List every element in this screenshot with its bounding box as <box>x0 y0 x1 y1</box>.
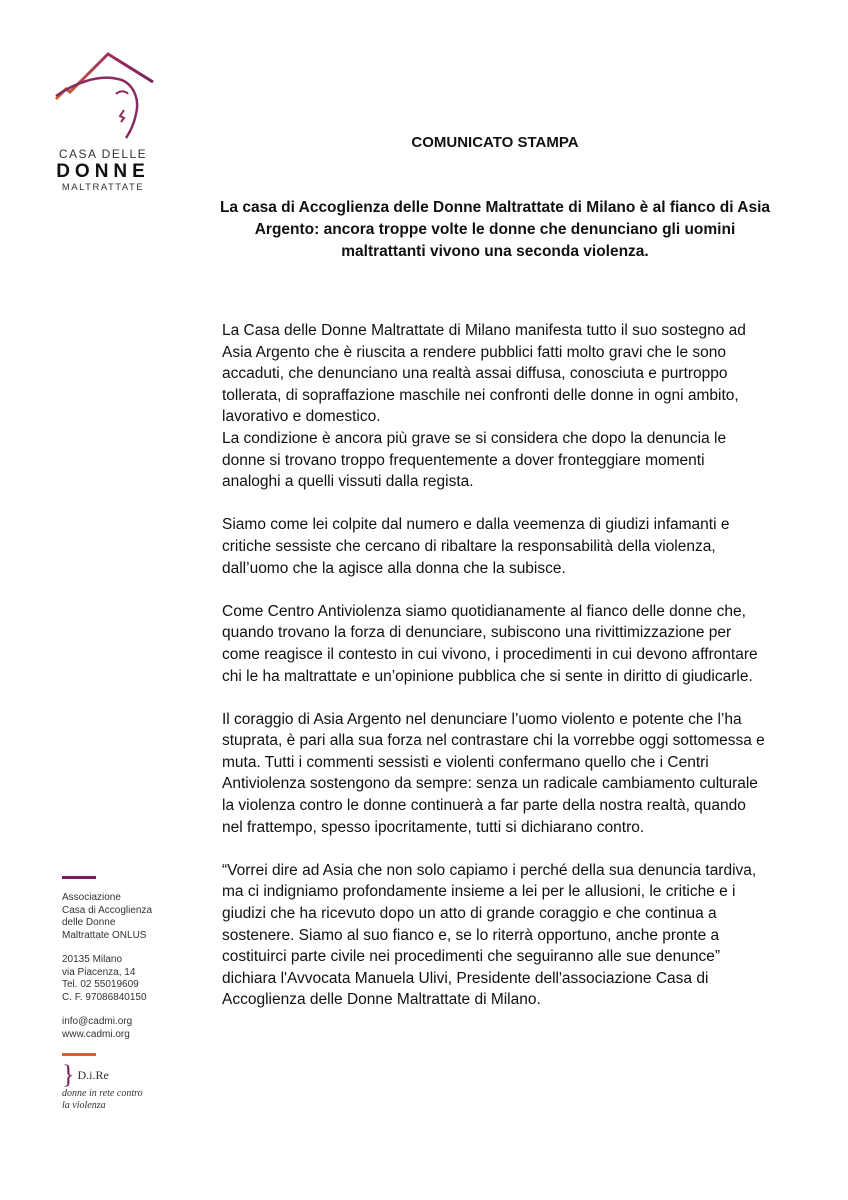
paragraph-line: come reagisce il contesto in cui vivono, i procedimenti in cui devono affrontare <box>222 645 758 663</box>
paragraph-line: Accoglienza delle Donne Maltrattate di Milano. <box>222 991 541 1009</box>
email[interactable]: info@cadmi.org <box>62 1016 133 1027</box>
paragraph-line: dichiara l'Avvocata Manuela Ulivi, Presidente dell'associazione Casa di <box>222 969 709 987</box>
casa-delle-donne-logo <box>48 44 158 193</box>
dire-tagline: la violenza <box>62 1099 106 1111</box>
org-line: Maltrattate ONLUS <box>62 929 147 941</box>
document-title: COMUNICATO STAMPA <box>411 134 579 151</box>
paragraph-line: stuprata, è pari alla sua forza nel contrastare chi la vorrebbe oggi sottomessa e <box>222 732 765 750</box>
org-line: Associazione <box>62 892 121 903</box>
logo-line-2: DONNE <box>56 161 150 182</box>
paragraph <box>222 709 822 839</box>
website[interactable]: www.cadmi.org <box>62 1028 130 1040</box>
paragraph <box>222 320 822 493</box>
paragraph-line: Asia Argento che è riuscita a rendere pubblici fatti molto gravi che le sono <box>222 343 727 361</box>
paragraph-line: giudizi che ha ricevuto dopo un atto di grande coraggio e che continua a <box>222 905 717 923</box>
paragraph-line: Il coraggio di Asia Argento nel denunciare l’uomo violento e potente che l’ha <box>222 710 742 728</box>
paragraph-line: Come Centro Antiviolenza siamo quotidianamente al fianco delle donne che, <box>222 602 746 620</box>
headline-line: La casa di Accoglienza delle Donne Maltrattate di Milano è al fianco di Asia <box>219 199 771 216</box>
org-line: delle Donne <box>62 917 116 928</box>
purple-divider <box>62 876 96 879</box>
logo-line-1: CASA DELLE <box>58 147 148 161</box>
paragraph-line: Antiviolenza sostengono da sempre: senza un radicale cambiamento culturale <box>222 775 758 793</box>
house-face-logo-icon <box>48 44 158 144</box>
paragraph-line: sostenere. Siamo al suo fianco e, se lo riterrà opportuno, anche pronte a <box>222 926 720 944</box>
headline-line: maltrattanti vivono una seconda violenza. <box>341 243 649 260</box>
dire-tagline: donne in rete contro <box>62 1087 143 1099</box>
paragraph-line: accaduti, che denunciano una realtà assai diffusa, conosciuta e purtroppo <box>222 365 728 383</box>
headline <box>200 197 790 263</box>
dire-logo <box>62 1060 182 1089</box>
org-line: Casa di Accoglienza <box>62 904 153 916</box>
paragraph <box>222 514 822 579</box>
paragraph-line: dall’uomo che la agisce alla donna che la subisce. <box>222 559 566 577</box>
orange-divider <box>62 1053 96 1056</box>
paragraph-line: lavorativo e domestico. <box>222 408 381 426</box>
paragraph-line: quando trovano la forza di denunciare, subiscono una rivittimizzazione per <box>222 624 732 642</box>
paragraph-line: nel frattempo, spesso ipocritamente, tutti si dichiarano contro. <box>222 818 645 836</box>
paragraph-line: la violenza contro le donne continuerà a far parte della nostra realtà, quando <box>222 797 746 815</box>
paragraph <box>222 601 822 687</box>
paragraph-line: critiche sessiste che cercano di ribaltare la responsabilità della violenza, <box>222 537 716 555</box>
paragraph-line: costituirci parte civile nei procedimenti che seguiranno alle sue denunce” <box>222 948 720 966</box>
body-text <box>222 320 822 1033</box>
sidebar-contacts <box>62 876 182 1112</box>
paragraph-line: chi le ha maltrattate e un’opinione pubblica che si sente in diritto di giudicarle. <box>222 667 753 685</box>
logo-line-3: MALTRATTATE <box>61 182 145 193</box>
paragraph-line: donne si trovano troppo frequentemente a dover fronteggiare momenti <box>222 451 705 469</box>
paragraph-line: La Casa delle Donne Maltrattate di Milano manifesta tutto il suo sostegno ad <box>222 322 746 339</box>
phone: Tel. 02 55019609 <box>62 979 139 990</box>
paragraph-line: “Vorrei dire ad Asia che non solo capiamo i perché della sua denuncia tardiva, <box>222 861 757 879</box>
paragraph-line: ma ci indigniamo profondamente insieme a lei per le allusioni, le critiche e i <box>222 883 736 901</box>
address-line: 20135 Milano <box>62 954 123 965</box>
paragraph-line: tollerata, di sopraffazione maschile nei confronti delle donne in ogni ambito, <box>222 386 739 404</box>
paragraph <box>222 860 822 1011</box>
paragraph-line: Siamo come lei colpite dal numero e dalla veemenza di giudizi infamanti e <box>222 516 730 534</box>
paragraph-line: muta. Tutti i commenti sessisti e violenti confermano quello che i Centri <box>222 753 709 771</box>
dire-logo-text: D.i.Re <box>77 1068 109 1083</box>
paragraph-line: analoghi a quelli vissuti dalla regista. <box>222 473 474 491</box>
address-line: via Piacenza, 14 <box>62 966 136 978</box>
headline-line: Argento: ancora troppe volte le donne che denunciano gli uomini <box>254 221 736 238</box>
fiscal-code: C. F. 97086840150 <box>62 991 147 1003</box>
paragraph-line: La condizione è ancora più grave se si considera che dopo la denuncia le <box>222 429 727 447</box>
brace-icon: } <box>62 1060 75 1089</box>
